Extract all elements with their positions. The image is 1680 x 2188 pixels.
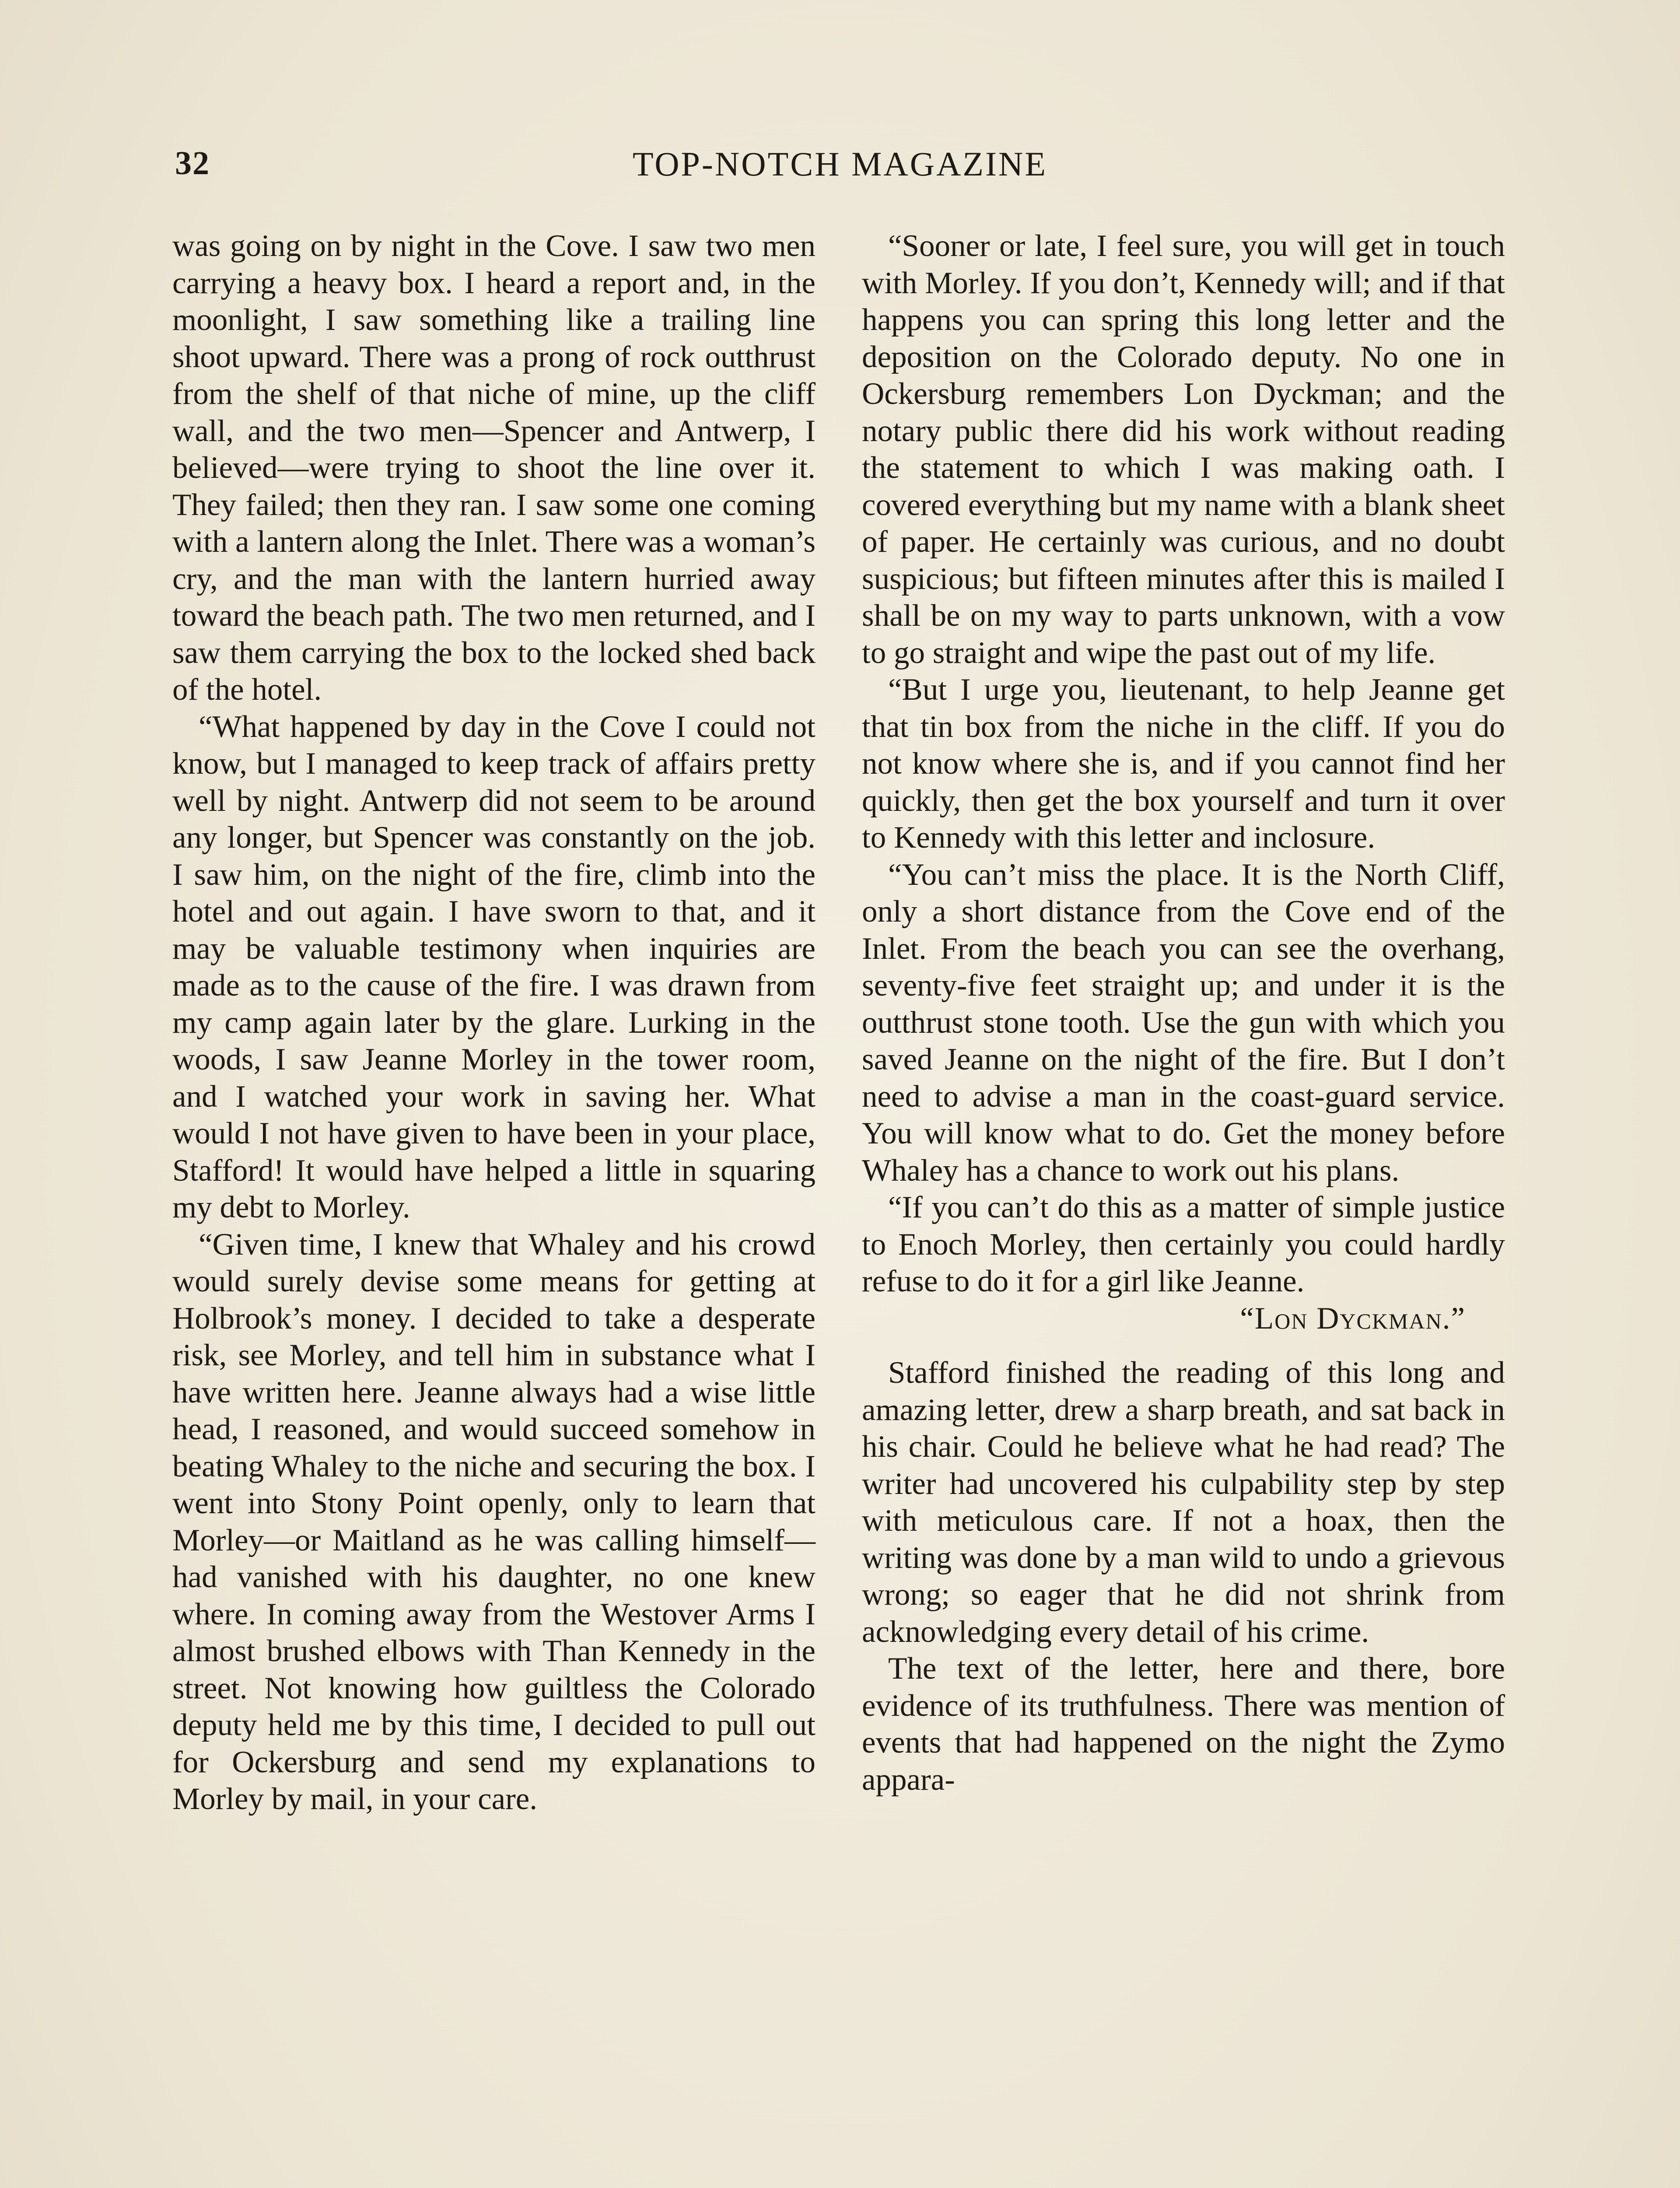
paragraph: The text of the letter, here and there, bore evidence of its truthfulness. There was mention of events that had happened on the night the Zymo appara- bbox=[862, 1652, 1505, 1797]
running-title: TOP-NOTCH MAGAZINE bbox=[632, 145, 1047, 183]
left-column bbox=[172, 228, 816, 1818]
paragraph: “What happened by day in the Cove I could not know, but I managed to keep track of affairs pretty well by night. Antwerp did not seem to be around any longer, but Spencer was constantly on the job. I saw him, on the night of the fire, climb into the hotel and out again. I have sworn to that, and it may be valuable testimony when inquiries are made as to the cause of the fire. I was drawn from my camp again later by the glare. Lurking in the woods, I saw Jeanne Morley in the tower room, and I watched your work in saving her. What would I not have given to have been in your place, Stafford! It would have helped a little in squaring my debt to Morley. bbox=[172, 709, 816, 1224]
paragraph: Stafford finished the reading of this long and amazing letter, drew a sharp breath, and sat back in his chair. Could he believe what he had read? The writer had uncovered his culpability step by step with meticulous care. If not a hoax, then the writing was done by a man wild to undo a grievous wrong; so eager that he did not shrink from acknowledging every detail of his crime. bbox=[862, 1356, 1505, 1649]
paragraph: was going on by night in the Cove. I saw two men carrying a heavy box. I heard a report and, in the moonlight, I saw something like a trailing line shoot upward. There was a prong of rock outthrust from the shelf of that niche of mine, up the cliff wall, and the two men—Spencer and Antwerp, I believed—were trying to shoot the line over it. They failed; then they ran. I saw some one coming with a lantern along the Inlet. There was a woman’s cry, and the man with the lantern hurried away toward the beach path. The two men returned, and I saw them carrying the box to the locked shed back of the hotel. bbox=[172, 229, 816, 707]
paragraph: “If you can’t do this as a matter of simple justice to Enoch Morley, then certainly you could hardly refuse to do it for a girl like Jeanne. bbox=[862, 1190, 1505, 1298]
right-column bbox=[862, 228, 1505, 1798]
paragraph: “Given time, I knew that Whaley and his crowd would surely devise some means for getting at Holbrook’s money. I decided to take a desperate risk, see Morley, and tell him in substance what I have written here. Jeanne always had a wise little head, I reasoned, and would succeed somehow in beating Whaley to the niche and securing the box. I went into Stony Point openly, only to learn that Morley—or Maitland as he was calling himself—had vanished with his daughter, no one knew where. In coming away from the Westover Arms I almost brushed elbows with Than Kennedy in the street. Not knowing how guiltless the Colorado deputy held me by this time, I decided to pull out for Ockersburg and send my explanations to Morley by mail, in your care. bbox=[172, 1227, 816, 1816]
paragraph: “But I urge you, lieutenant, to help Jeanne get that tin box from the niche in the cliff. If you do not know where she is, and if you cannot find her quickly, then get the box yourself and turn it over to Kennedy with this letter and inclosure. bbox=[862, 673, 1505, 855]
page-number: 32 bbox=[175, 145, 210, 182]
letter-signature: “Lon Dyckman.” bbox=[1240, 1301, 1466, 1336]
paragraph: “You can’t miss the place. It is the North Cliff, only a short distance from the Cove end of the Inlet. From the beach you can see the overhang, seventy-five feet straight up; and under it is the outthrust stone tooth. Use the gun with which you saved Jeanne on the night of the fire. But I don’t need to advise a man in the coast-guard service. You will know what to do. Get the money before Whaley has a chance to work out his plans. bbox=[862, 857, 1505, 1188]
page-header bbox=[175, 144, 1505, 206]
paragraph: “Sooner or late, I feel sure, you will get in touch with Morley. If you don’t, Kennedy will; and if that happens you can spring this long letter and the deposition on the Colorado deputy. No one in Ockersburg remembers Lon Dyckman; and the notary public there did his work without reading the statement to which I was making oath. I covered everything but my name with a blank sheet of paper. He certainly was curious, and no doubt suspicious; but fifteen minutes after this is mailed I shall be on my way to parts unknown, with a vow to go straight and wipe the past out of my life. bbox=[862, 229, 1505, 670]
